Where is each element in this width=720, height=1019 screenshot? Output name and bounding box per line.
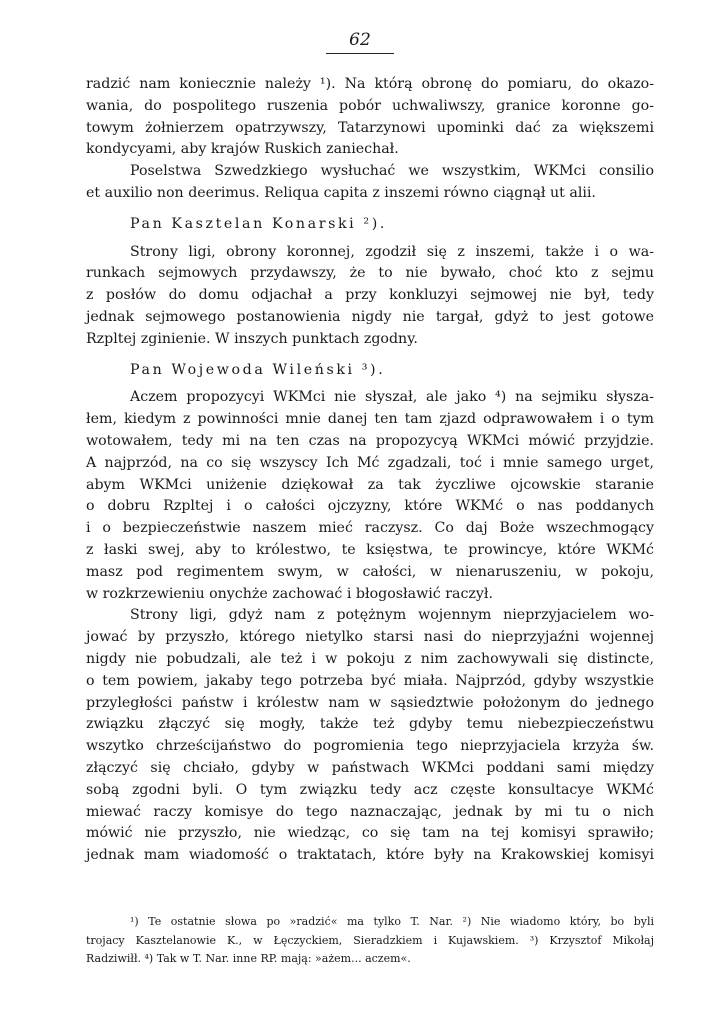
- text-line: nigdy nie pobudzali, ale też i w pokoju z nim zachowywali się distincte,: [86, 650, 654, 667]
- text-line: kondycyami, aby krajów Ruskich zaniechał.: [86, 141, 399, 158]
- text-line: wania, do pospolitego ruszenia pobór uchwaliwszy, granice koronne go-: [86, 97, 654, 114]
- text-line: w rozkrzewieniu onychże zachować i błogosławić raczył.: [86, 585, 494, 602]
- text-line: et auxilio non deerimus. Reliqua capita z inszemi równo ciągnął ut alii.: [86, 184, 596, 201]
- paragraph-4: [86, 387, 654, 605]
- text-line: miewać raczy komisye do tego naznaczając, jednak by mi tu o nich: [86, 803, 654, 820]
- text-line: łem, kiedym z powinności mnie danej ten tam zjazd odprawowałem i o tym: [86, 411, 654, 428]
- paragraph-2: [86, 161, 654, 205]
- page-number: 62: [349, 30, 371, 50]
- footnotes: [86, 913, 654, 969]
- text-line: przyległości państw i królestw nam w sąsiedztwie położonym do jednego: [86, 694, 654, 711]
- page-number-rule: [326, 53, 394, 54]
- text-line: jować by przyszło, którego nietylko starsi nasi do nieprzyjaźni wojennej: [86, 629, 654, 646]
- paragraph-1: [86, 74, 654, 161]
- text-line: wszytko chrześcijaństwo do pogromienia tego nieprzyjaciela krzyża św.: [86, 738, 654, 755]
- paragraph-5: [86, 605, 654, 867]
- text-line: Aczem propozycyi WKMci nie słyszał, ale jako ⁴) na sejmiku słysza-: [130, 389, 654, 406]
- footnote-line: ¹) Te ostatnie słowa po »radzić« ma tylko T. Nar. ²) Nie wiadomo który, bo byli: [130, 915, 654, 928]
- text-line: Poselstwa Szwedzkiego wysłuchać we wszystkim, WKMci consilio: [130, 163, 654, 180]
- text-line: Rzpltej zginienie. W inszych punktach zgodny.: [86, 330, 418, 347]
- text-line: i o bezpieczeństwie naszem mieć raczysz. Co daj Boże wszechmogący: [86, 520, 654, 537]
- text-line: Strony ligi, obrony koronnej, zgodził się z inszemi, także i o wa-: [130, 243, 654, 260]
- text-line: towym żołnierzem opatrzywszy, Tatarzynowi upominki dać za większemi: [86, 119, 654, 136]
- section-heading-kasztelan: Pan Kasztelan Konarski ²).: [130, 215, 387, 232]
- text-line: masz pod regimentem swym, w całości, w nienaruszeniu, w pokoju,: [86, 563, 654, 580]
- text-line: złączyć się chciało, gdyby w państwach WKMci poddani sami między: [86, 759, 654, 776]
- body-text: [86, 74, 654, 867]
- text-line: runkach sejmowych przydawszy, że to nie bywało, choć kto z sejmu: [86, 265, 654, 282]
- text-line: o tem powiem, jakaby tego potrzeba być miała. Najprzód, gdyby wszystkie: [86, 672, 654, 689]
- section-heading-wojewoda: Pan Wojewoda Wileński ³).: [130, 361, 386, 378]
- paragraph-3: [86, 242, 654, 351]
- text-line: Strony ligi, gdyż nam z potężnym wojennym nieprzyjacielem wo-: [130, 607, 654, 624]
- text-line: jednak mam wiadomość o traktatach, które były na Krakowskiej komisyi: [86, 847, 654, 864]
- text-line: radzić nam koniecznie należy ¹). Na którą obronę do pomiaru, do okazo-: [86, 76, 654, 92]
- text-line: wotowałem, tedy mi na ten czas na propozycyą WKMci mówić przyjdzie.: [86, 432, 654, 449]
- text-line: o dobru Rzpltej i o całości ojczyzny, które WKMć o nas poddanych: [86, 498, 654, 515]
- text-line: z łaski swej, aby to królestwo, te księstwa, te prowincye, które WKMć: [86, 541, 654, 558]
- footnote-line: Radziwiłł. ⁴) Tak w T. Nar. inne RP. mają: »ażem... aczem«.: [86, 952, 411, 965]
- text-line: abym WKMci uniżenie dziękował za tak życzliwe ojcowskie staranie: [86, 476, 654, 493]
- text-line: z posłów do domu odjachał a przy konkluzyi sejmowej nie był, tedy: [86, 287, 654, 304]
- text-line: A najprzód, na co się wszyscy Ich Mć zgadzali, toć i mnie samego urget,: [86, 454, 654, 471]
- footnote-line: trojacy Kasztelanowie K., w Łęczyckiem, Sieradzkiem i Kujawskiem. ³) Krzysztof Mikołaj: [86, 933, 654, 947]
- text-line: sobą zgodni byli. O tym związku tedy acz częste konsultacye WKMć: [86, 781, 654, 798]
- text-line: mówić nie przyszło, nie wiedząc, co się tam na tej komisyi sprawiło;: [86, 825, 654, 842]
- text-line: związku złączyć się mogły, także też gdyby temu niebezpieczeństwu: [86, 716, 654, 733]
- text-line: jednak sejmowego postanowienia nigdy nie targał, gdyż to jest gotowe: [86, 308, 654, 325]
